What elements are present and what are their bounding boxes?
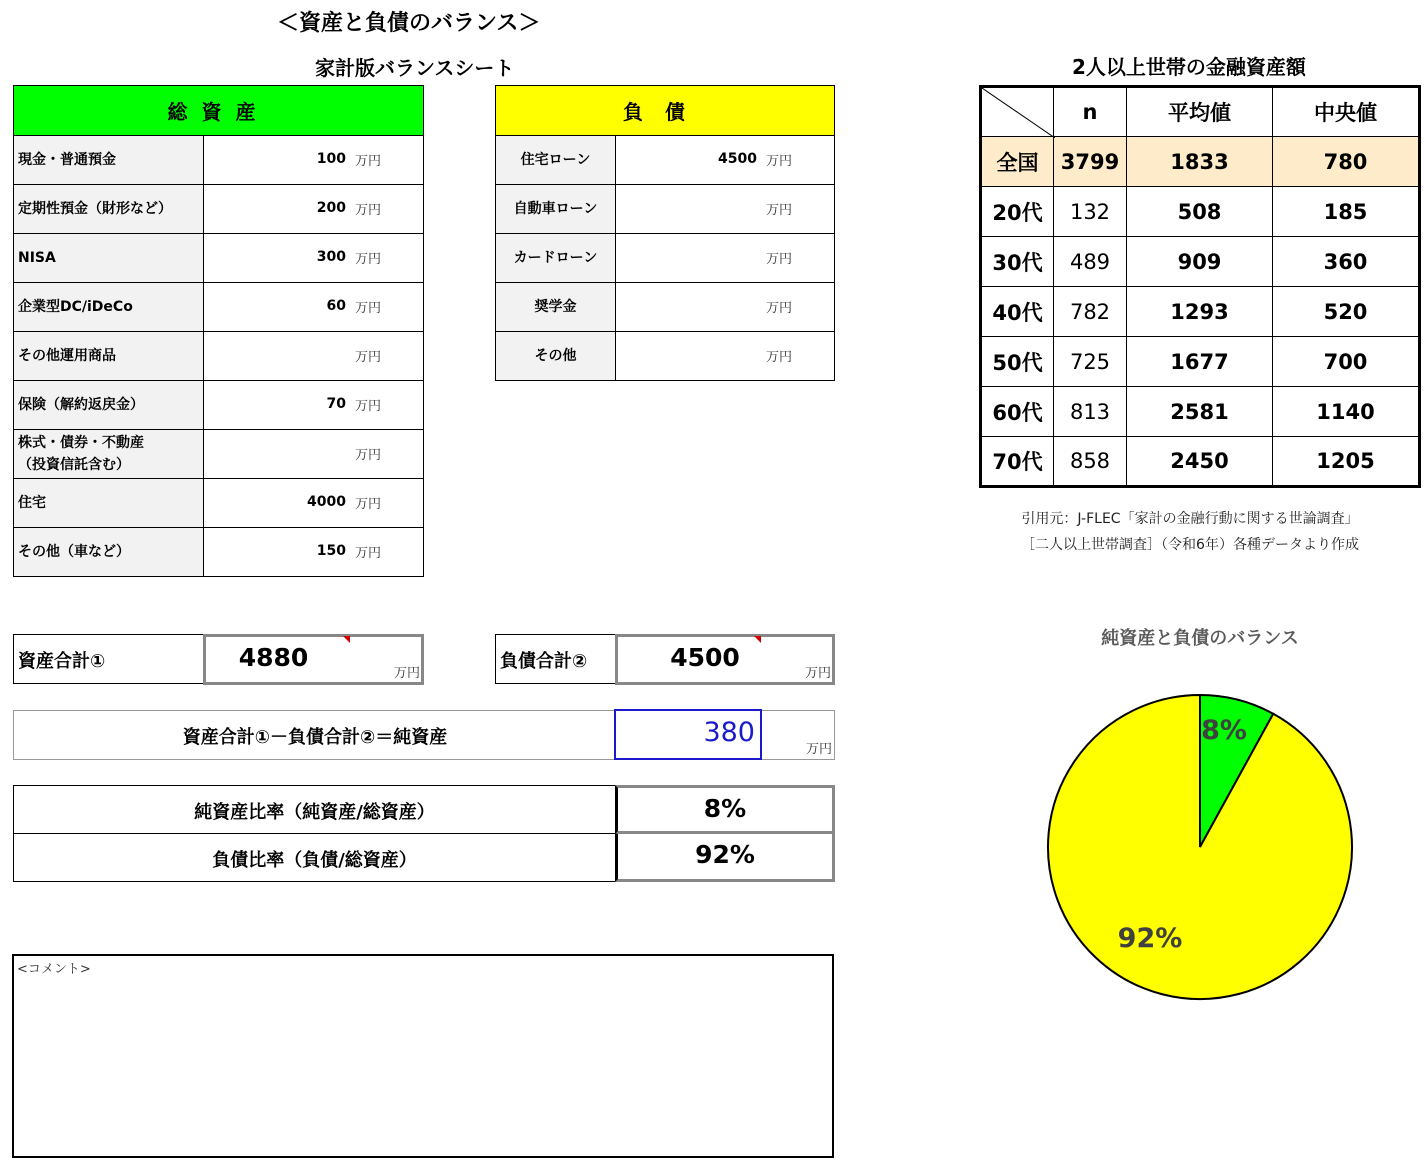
- stats-median: 1205: [1273, 437, 1420, 487]
- stats-mean: 2450: [1127, 437, 1273, 487]
- asset-unit: 万円: [354, 203, 381, 218]
- liabilities-total-unit: 万円: [804, 666, 831, 681]
- debt-ratio-value: 92%: [695, 840, 755, 869]
- asset-row: [14, 185, 424, 234]
- asset-row: [14, 430, 424, 479]
- stats-n: 858: [1054, 437, 1127, 487]
- assets-total-unit: 万円: [393, 666, 420, 681]
- liability-unit: 万円: [765, 350, 792, 365]
- stats-row: [981, 337, 1420, 387]
- stats-row: [981, 387, 1420, 437]
- liability-row: [496, 283, 835, 332]
- asset-label: 株式・債券・不動産 （投資信託含む）: [14, 430, 204, 479]
- liability-unit: 万円: [765, 154, 792, 169]
- assets-header: 総資産: [14, 86, 424, 136]
- stats-n: 489: [1054, 237, 1127, 287]
- stats-age: 40代: [981, 287, 1054, 337]
- asset-unit: 万円: [354, 399, 381, 414]
- asset-row: [14, 528, 424, 577]
- asset-label: 現金・普通預金: [14, 136, 204, 185]
- asset-label: NISA: [14, 234, 204, 283]
- stats-age: 30代: [981, 237, 1054, 287]
- comment-marker-icon: [343, 636, 350, 643]
- stats-median: 185: [1273, 187, 1420, 237]
- stats-median: 700: [1273, 337, 1420, 387]
- liability-unit: 万円: [765, 203, 792, 218]
- stats-row: [981, 137, 1420, 187]
- asset-value: 200: [316, 200, 346, 216]
- stats-age: 70代: [981, 437, 1054, 487]
- asset-value-cell[interactable]: [204, 430, 424, 479]
- stats-n: 782: [1054, 287, 1127, 337]
- asset-value-cell[interactable]: [204, 528, 424, 577]
- stats-mean: 1833: [1127, 137, 1273, 187]
- asset-unit: 万円: [354, 350, 381, 365]
- chart-title: 純資産と負債のバランス: [1101, 628, 1299, 649]
- ratios-table: [13, 785, 835, 882]
- stats-age: 全国: [981, 137, 1054, 187]
- liabilities-total-cell[interactable]: [615, 634, 835, 685]
- stats-age: 20代: [981, 187, 1054, 237]
- stats-age: 60代: [981, 387, 1054, 437]
- pie-slice: [1048, 695, 1352, 999]
- liabilities-total-label-cell: [495, 634, 616, 684]
- assets-table: [13, 85, 424, 577]
- stats-median: 1140: [1273, 387, 1420, 437]
- liability-value-cell[interactable]: [616, 332, 835, 381]
- liability-value-cell[interactable]: [616, 185, 835, 234]
- net-assets-value: 380: [703, 717, 755, 748]
- asset-value-cell[interactable]: [204, 234, 424, 283]
- pie-label: 92%: [1117, 923, 1183, 954]
- comment-label: <コメント>: [17, 962, 91, 977]
- liability-value-cell[interactable]: [616, 283, 835, 332]
- stats-col-median: 中央値: [1273, 87, 1420, 137]
- assets-total-label: 資産合計①: [18, 651, 106, 672]
- stats-mean: 1677: [1127, 337, 1273, 387]
- stats-row: [981, 237, 1420, 287]
- diagonal-line-icon: [982, 88, 1055, 138]
- asset-row: [14, 381, 424, 430]
- stats-mean: 508: [1127, 187, 1273, 237]
- assets-total-value: 4880: [238, 643, 309, 672]
- liability-label: 自動車ローン: [496, 185, 616, 234]
- asset-row: [14, 332, 424, 381]
- asset-row: [14, 234, 424, 283]
- stats-row: [981, 437, 1420, 487]
- stats-n: 725: [1054, 337, 1127, 387]
- asset-row: [14, 136, 424, 185]
- asset-value-cell[interactable]: [204, 283, 424, 332]
- liability-row: [496, 136, 835, 185]
- asset-row: [14, 283, 424, 332]
- liability-label: 奨学金: [496, 283, 616, 332]
- asset-value-cell[interactable]: [204, 479, 424, 528]
- stats-median: 360: [1273, 237, 1420, 287]
- net-assets-label: 資産合計①－負債合計②＝純資産: [182, 727, 448, 748]
- asset-value: 70: [326, 396, 346, 412]
- asset-unit: 万円: [354, 497, 381, 512]
- page-subtitle: 家計版バランスシート: [315, 56, 515, 80]
- net-assets-cell[interactable]: [614, 709, 762, 760]
- liabilities-table: [495, 85, 835, 381]
- pie-chart: [1040, 685, 1360, 1005]
- stats-row: [981, 287, 1420, 337]
- liability-row: [496, 332, 835, 381]
- asset-value-cell[interactable]: [204, 136, 424, 185]
- asset-value: 60: [326, 298, 346, 314]
- stats-n: 3799: [1054, 137, 1127, 187]
- net-ratio-cell[interactable]: [615, 785, 835, 834]
- net-ratio-value: 8%: [703, 794, 747, 823]
- net-ratio-label-cell: [13, 785, 616, 834]
- liability-row: [496, 185, 835, 234]
- asset-label: 定期性預金（財形など）: [14, 185, 204, 234]
- stats-age: 50代: [981, 337, 1054, 387]
- net-ratio-label: 純資産比率（純資産/総資産）: [194, 802, 435, 823]
- liability-unit: 万円: [765, 252, 792, 267]
- asset-label: その他（車など）: [14, 528, 204, 577]
- stats-table: [979, 85, 1421, 488]
- citation-line1: 引用元：J-FLEC「家計の金融行動に関する世論調査」: [1021, 511, 1359, 527]
- debt-ratio-cell[interactable]: [615, 833, 835, 882]
- liability-row: [496, 234, 835, 283]
- asset-unit: 万円: [354, 301, 381, 316]
- asset-label: 保険（解約返戻金）: [14, 381, 204, 430]
- stats-title: 2人以上世帯の金融資産額: [1072, 55, 1306, 79]
- liability-value: 4500: [718, 151, 757, 167]
- liabilities-total-label: 負債合計②: [500, 651, 588, 672]
- net-assets-unit: 万円: [805, 742, 832, 757]
- debt-ratio-label: 負債比率（負債/総資産）: [212, 850, 417, 871]
- asset-unit: 万円: [354, 252, 381, 267]
- asset-value-cell[interactable]: [204, 185, 424, 234]
- stats-median: 780: [1273, 137, 1420, 187]
- asset-value: 300: [316, 249, 346, 265]
- asset-value-cell[interactable]: [204, 332, 424, 381]
- asset-value: 4000: [307, 494, 346, 510]
- asset-unit: 万円: [354, 448, 381, 463]
- pie-label: 8%: [1201, 715, 1247, 746]
- comment-box[interactable]: [12, 954, 834, 1158]
- stats-row: [981, 187, 1420, 237]
- stats-corner-cell: [981, 87, 1054, 137]
- citation-line2: ［二人以上世帯調査］（令和6年）各種データより作成: [1021, 537, 1359, 553]
- stats-mean: 2581: [1127, 387, 1273, 437]
- asset-row: [14, 479, 424, 528]
- asset-label: その他運用商品: [14, 332, 204, 381]
- comment-marker-icon: [754, 636, 761, 643]
- liability-value-cell[interactable]: [616, 136, 835, 185]
- asset-value-cell[interactable]: [204, 381, 424, 430]
- stats-col-mean: 平均値: [1127, 87, 1273, 137]
- page-title: ＜資産と負債のバランス＞: [277, 11, 541, 36]
- liability-value-cell[interactable]: [616, 234, 835, 283]
- asset-value: 150: [316, 543, 346, 559]
- stats-col-n: n: [1054, 87, 1127, 137]
- stats-median: 520: [1273, 287, 1420, 337]
- stats-n: 813: [1054, 387, 1127, 437]
- asset-label: 住宅: [14, 479, 204, 528]
- asset-unit: 万円: [354, 154, 381, 169]
- asset-label: 企業型DC/iDeCo: [14, 283, 204, 332]
- asset-unit: 万円: [354, 546, 381, 561]
- liabilities-header: 負債: [496, 86, 835, 136]
- stats-mean: 909: [1127, 237, 1273, 287]
- asset-value: 100: [316, 151, 346, 167]
- debt-ratio-label-cell: [13, 833, 616, 882]
- assets-total-cell[interactable]: [203, 634, 424, 685]
- liability-label: 住宅ローン: [496, 136, 616, 185]
- stats-n: 132: [1054, 187, 1127, 237]
- liability-label: その他: [496, 332, 616, 381]
- stats-mean: 1293: [1127, 287, 1273, 337]
- assets-total-label-cell: [13, 634, 204, 684]
- liability-label: カードローン: [496, 234, 616, 283]
- liability-unit: 万円: [765, 301, 792, 316]
- liabilities-total-value: 4500: [670, 643, 740, 672]
